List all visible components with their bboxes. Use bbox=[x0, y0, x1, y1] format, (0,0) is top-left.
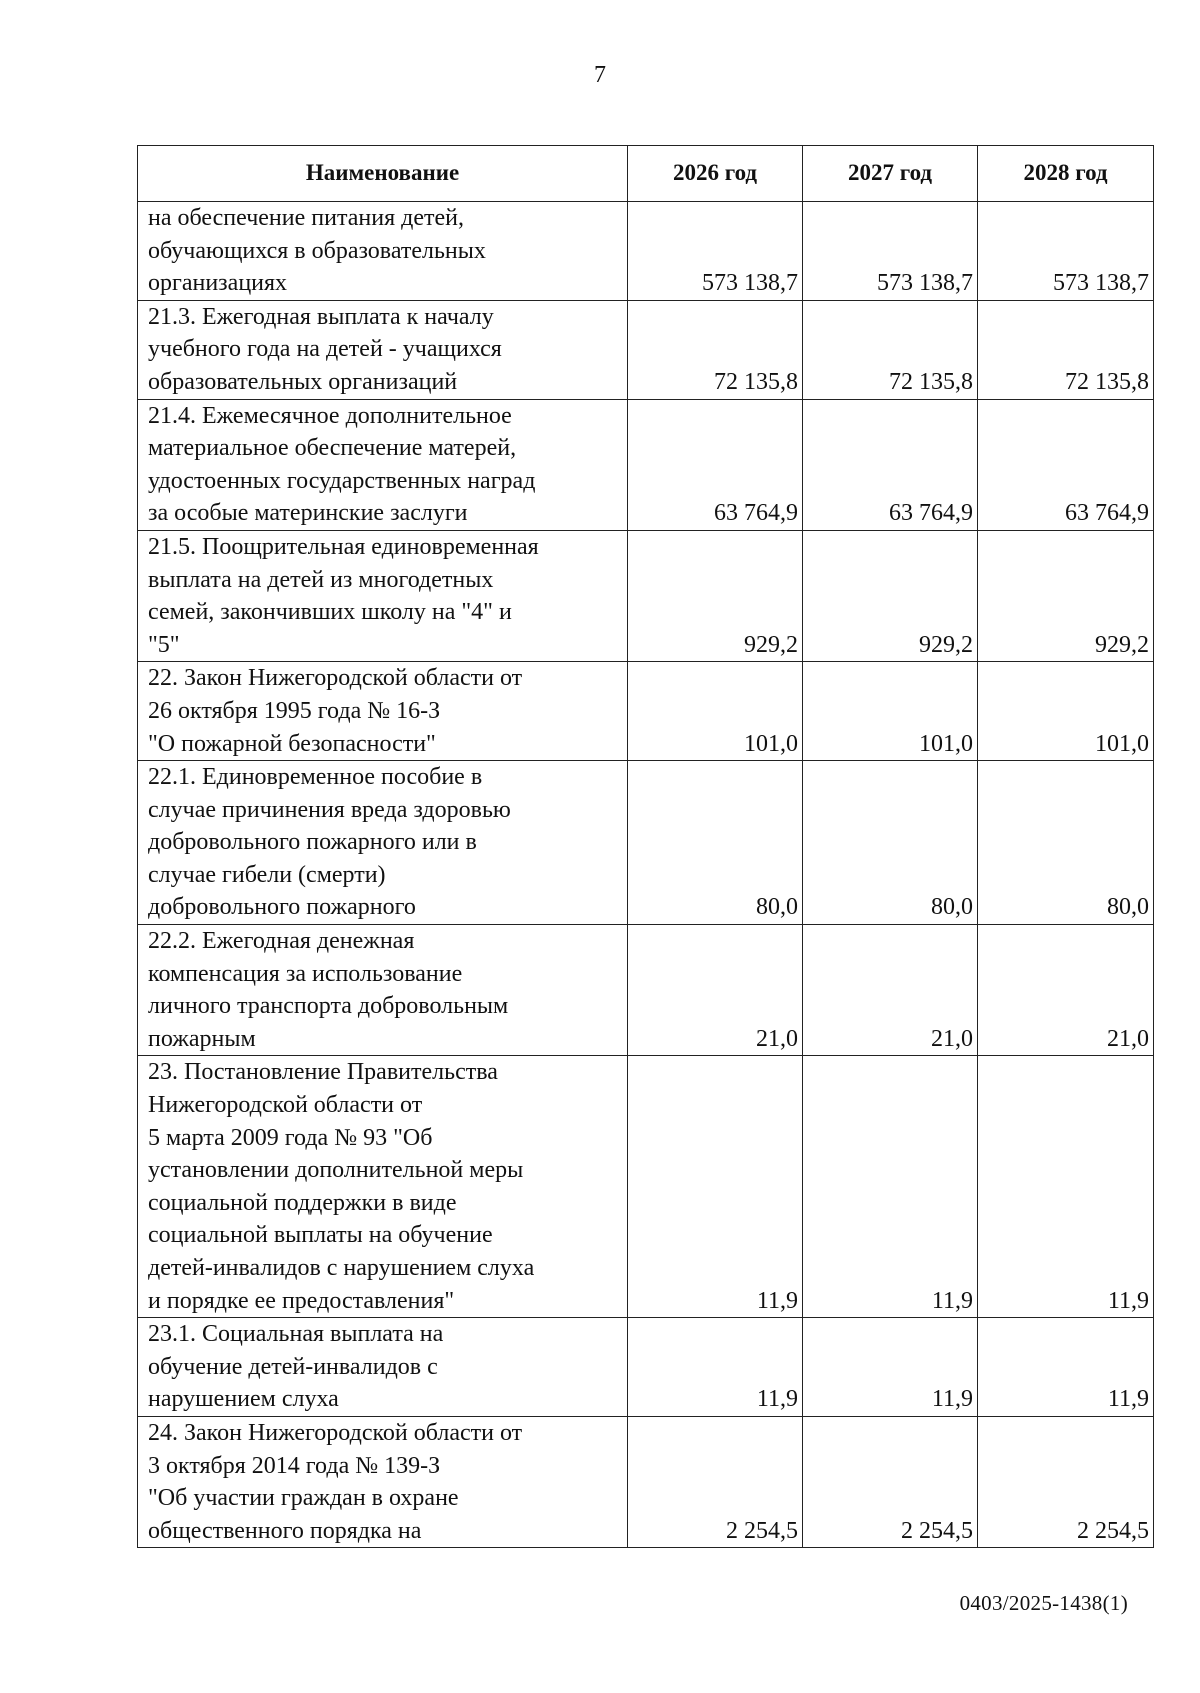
row-name-line: 22.1. Единовременное пособие в bbox=[148, 764, 483, 791]
value-2026: 101,0 bbox=[628, 662, 803, 761]
row-name-line: компенсация за использование bbox=[148, 960, 463, 987]
row-name-line: 21.3. Ежегодная выплата к началу bbox=[148, 303, 494, 330]
row-name-line: 5 марта 2009 года № 93 "Об bbox=[148, 1124, 433, 1151]
row-name-line: "Об участии граждан в охране bbox=[148, 1485, 459, 1512]
row-name bbox=[138, 1056, 628, 1318]
row-name-line: детей-инвалидов с нарушением слуха bbox=[148, 1255, 535, 1281]
value-2028: 11,9 bbox=[978, 1056, 1154, 1318]
table-row bbox=[138, 399, 1154, 530]
row-name-line: семей, закончивших школу на "4" и bbox=[148, 599, 512, 626]
value-2027: 72 135,8 bbox=[803, 300, 978, 399]
row-name-line: добровольного пожарного bbox=[148, 894, 416, 921]
value-2026: 72 135,8 bbox=[628, 300, 803, 399]
row-name-line: за особые материнские заслуги bbox=[148, 500, 468, 527]
row-name-line: 21.4. Ежемесячное дополнительное bbox=[148, 402, 512, 429]
row-name-line: обучающихся в образовательных bbox=[148, 237, 486, 264]
row-name-line: 23. Постановление Правительства bbox=[148, 1059, 498, 1086]
value-2026: 2 254,5 bbox=[628, 1416, 803, 1547]
table-row bbox=[138, 925, 1154, 1056]
row-name-line: материальное обеспечение матерей, bbox=[148, 435, 517, 462]
row-name-line: социальной поддержки в виде bbox=[148, 1189, 457, 1216]
table-row bbox=[138, 202, 1154, 301]
row-name-line: 22. Закон Нижегородской области от bbox=[148, 665, 523, 692]
row-name-line: учебного года на детей - учащихся bbox=[148, 336, 502, 363]
row-name-line: добровольного пожарного или в bbox=[148, 829, 477, 856]
row-name-line: "5" bbox=[148, 631, 180, 658]
row-name-line: личного транспорта добровольным bbox=[148, 993, 509, 1020]
value-2026: 80,0 bbox=[628, 761, 803, 925]
value-2027: 2 254,5 bbox=[803, 1416, 978, 1547]
row-name-line: 3 октября 2014 года № 139-З bbox=[148, 1452, 441, 1479]
row-name-line: 22.2. Ежегодная денежная bbox=[148, 928, 415, 955]
row-name-line: нарушением слуха bbox=[148, 1386, 339, 1413]
value-2026: 63 764,9 bbox=[628, 399, 803, 530]
row-name-line: образовательных организаций bbox=[148, 368, 458, 395]
row-name-line: обучение детей-инвалидов с bbox=[148, 1353, 438, 1380]
row-name-line: 24. Закон Нижегородской области от bbox=[148, 1419, 523, 1446]
value-2026: 11,9 bbox=[628, 1318, 803, 1417]
value-2026: 573 138,7 bbox=[628, 202, 803, 301]
header-name: Наименование bbox=[138, 146, 628, 202]
value-2027: 63 764,9 bbox=[803, 399, 978, 530]
table-row bbox=[138, 530, 1154, 661]
value-2027: 101,0 bbox=[803, 662, 978, 761]
row-name bbox=[138, 1416, 628, 1547]
table-row bbox=[138, 1416, 1154, 1547]
row-name-line: удостоенных государственных наград bbox=[148, 467, 536, 494]
row-name-line: на обеспечение питания детей, bbox=[148, 205, 464, 231]
value-2027: 21,0 bbox=[803, 925, 978, 1056]
table-body bbox=[138, 202, 1154, 1548]
value-2028: 80,0 bbox=[978, 761, 1154, 925]
row-name-line: 23.1. Социальная выплата на bbox=[148, 1321, 444, 1348]
row-name-line: общественного порядка на bbox=[148, 1517, 422, 1544]
value-2027: 929,2 bbox=[803, 530, 978, 661]
row-name bbox=[138, 662, 628, 761]
row-name-line: 21.5. Поощрительная единовременная bbox=[148, 533, 539, 560]
table-row bbox=[138, 300, 1154, 399]
row-name-line: социальной выплаты на обучение bbox=[148, 1222, 493, 1249]
value-2026: 929,2 bbox=[628, 530, 803, 661]
value-2027: 80,0 bbox=[803, 761, 978, 925]
table-header bbox=[138, 146, 1154, 202]
value-2028: 63 764,9 bbox=[978, 399, 1154, 530]
row-name bbox=[138, 399, 628, 530]
value-2028: 929,2 bbox=[978, 530, 1154, 661]
row-name-line: случае причинения вреда здоровью bbox=[148, 796, 511, 823]
header-2027: 2027 год bbox=[803, 146, 978, 202]
row-name-line: установлении дополнительной меры bbox=[148, 1157, 524, 1184]
table-row bbox=[138, 1056, 1154, 1318]
row-name bbox=[138, 761, 628, 925]
header-row bbox=[138, 146, 1154, 202]
document-code: 0403/2025-1438(1) bbox=[959, 1591, 1128, 1615]
row-name-line: и порядке ее предоставления" bbox=[148, 1287, 455, 1314]
row-name bbox=[138, 202, 628, 301]
value-2027: 11,9 bbox=[803, 1056, 978, 1318]
row-name-line: пожарным bbox=[148, 1025, 256, 1052]
budget-table bbox=[137, 145, 1154, 1548]
row-name bbox=[138, 300, 628, 399]
value-2028: 101,0 bbox=[978, 662, 1154, 761]
value-2028: 72 135,8 bbox=[978, 300, 1154, 399]
table-row bbox=[138, 662, 1154, 761]
row-name bbox=[138, 925, 628, 1056]
table-row bbox=[138, 1318, 1154, 1417]
row-name-line: организациях bbox=[148, 270, 288, 297]
row-name-line: 26 октября 1995 года № 16-З bbox=[148, 697, 441, 724]
value-2026: 21,0 bbox=[628, 925, 803, 1056]
row-name-line: Нижегородской области от bbox=[148, 1092, 423, 1119]
value-2027: 11,9 bbox=[803, 1318, 978, 1417]
row-name bbox=[138, 1318, 628, 1417]
value-2028: 2 254,5 bbox=[978, 1416, 1154, 1547]
value-2028: 573 138,7 bbox=[978, 202, 1154, 301]
value-2028: 11,9 bbox=[978, 1318, 1154, 1417]
table-row bbox=[138, 761, 1154, 925]
row-name-line: "О пожарной безопасности" bbox=[148, 730, 436, 757]
value-2028: 21,0 bbox=[978, 925, 1154, 1056]
row-name-line: случае гибели (смерти) bbox=[148, 861, 386, 888]
row-name bbox=[138, 530, 628, 661]
header-2028: 2028 год bbox=[978, 146, 1154, 202]
page-number: 7 bbox=[594, 62, 606, 88]
header-2026: 2026 год bbox=[628, 146, 803, 202]
row-name-line: выплата на детей из многодетных bbox=[148, 566, 494, 593]
value-2026: 11,9 bbox=[628, 1056, 803, 1318]
value-2027: 573 138,7 bbox=[803, 202, 978, 301]
